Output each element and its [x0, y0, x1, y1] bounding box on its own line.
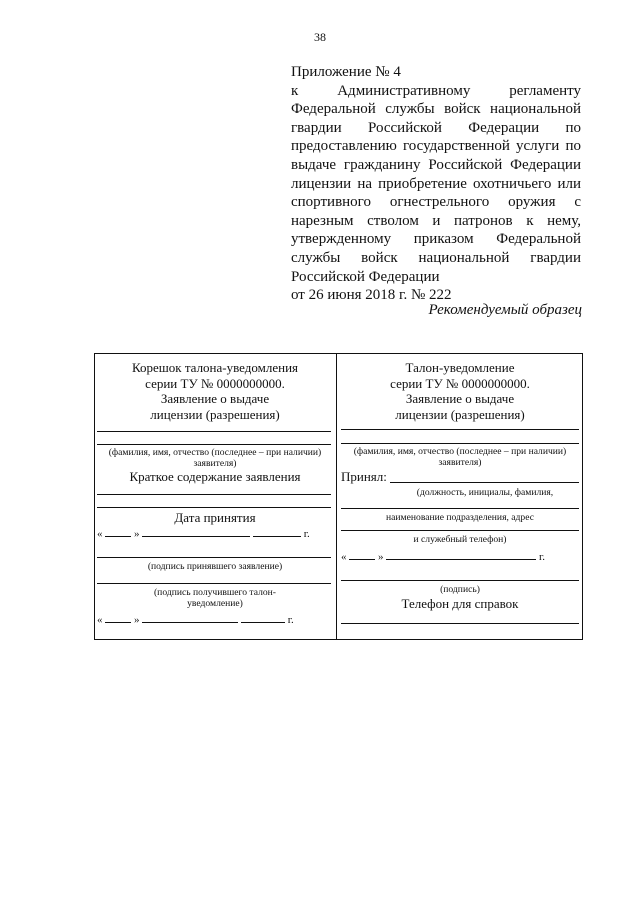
appendix-line: Федеральной службы войск национальной [291, 101, 581, 118]
stub-fio-caption: (фамилия, имя, отчество (последнее – при наличии) заявителя) [108, 447, 322, 469]
coupon-title-line: лицензии (разрешения) [395, 406, 525, 422]
year-suffix: г. [539, 551, 546, 563]
stub-title-line: Заявление о выдаче [160, 391, 270, 406]
coupon-signature-line [341, 580, 579, 581]
coupon-fio-caption: (фамилия, имя, отчество (последнее – при наличии) заявителя) [353, 446, 567, 468]
stub-title-line: лицензии (разрешения) [150, 406, 280, 422]
appendix-line: Российской Федерации [291, 268, 440, 285]
stub-title [96, 360, 334, 422]
year-suffix: г. [287, 614, 294, 626]
coupon-position-caption: (должность, инициалы, фамилия, [416, 487, 554, 498]
stub-line [97, 494, 331, 495]
stub-signature-line [97, 557, 331, 558]
appendix-line: спортивного огнестрельного оружия с [291, 194, 581, 211]
coupon-department-caption: наименование подразделения, адрес [386, 512, 534, 523]
day-blank[interactable] [105, 612, 131, 623]
stub-date-label: Дата принятия [174, 510, 256, 525]
month-blank[interactable] [386, 549, 536, 560]
appendix-line: гвардии Российской Федерации по [291, 119, 581, 136]
coupon-title [339, 360, 581, 422]
stub-date-row [97, 526, 310, 540]
coupon-line [341, 530, 579, 531]
appendix-line: выдаче гражданину Российской Федерации [291, 156, 581, 173]
stub-title-line: Корешок талона-уведомления [131, 360, 299, 375]
stub-line [97, 507, 331, 508]
quote-open: « [97, 528, 103, 540]
form-divider [336, 353, 337, 640]
page-number: 38 [314, 30, 326, 44]
stub-line [97, 444, 331, 445]
stub-receipt-date-row [97, 612, 294, 626]
coupon-signature-caption: (подпись) [440, 584, 480, 595]
coupon-title-line: Заявление о выдаче [405, 391, 515, 406]
year-suffix: г. [303, 528, 310, 540]
quote-open: « [341, 551, 347, 563]
coupon-date-row [341, 549, 545, 563]
stub-signature-line [97, 583, 331, 584]
day-blank[interactable] [105, 526, 131, 537]
coupon-phone-label: Телефон для справок [401, 596, 519, 611]
coupon-line [341, 429, 579, 430]
coupon-accepted-line[interactable] [390, 482, 579, 483]
stub-accepted-signature: (подпись принявшего заявление) [147, 561, 283, 572]
appendix-line: предоставлению государственной услуги по [291, 138, 581, 155]
year-blank[interactable] [253, 526, 301, 537]
appendix-line: службы войск национальной гвардии [291, 249, 581, 266]
day-blank[interactable] [349, 549, 375, 560]
month-blank[interactable] [142, 612, 238, 623]
appendix-block [291, 63, 581, 305]
appendix-line: к Административному регламенту [291, 82, 581, 99]
coupon-title-line: серии ТУ № 0000000000. [390, 375, 530, 391]
quote-open: « [97, 614, 103, 626]
quote-close: » [134, 528, 140, 540]
appendix-line: утвержденному приказом Федеральной [291, 231, 581, 248]
coupon-line [341, 508, 579, 509]
stub-receiver-signature: (подпись получившего талон-уведомление) [153, 587, 276, 609]
stub-title-line: серии ТУ № 0000000000. [145, 375, 285, 391]
appendix-line: Приложение № 4 [291, 64, 401, 80]
coupon-accepted-label: Принял: [341, 469, 387, 484]
coupon-line [341, 443, 579, 444]
stub-summary-label: Краткое содержание заявления [129, 469, 301, 484]
month-blank[interactable] [142, 526, 250, 537]
year-blank[interactable] [241, 612, 285, 623]
appendix-line: от 26 июня 2018 г. № 222 [291, 287, 452, 304]
quote-close: » [378, 551, 384, 563]
stub-line [97, 431, 331, 432]
coupon-title-line: Талон-уведомление [405, 360, 515, 375]
coupon-phone-caption: и служебный телефон) [413, 534, 507, 545]
quote-close: » [134, 614, 140, 626]
appendix-line: лицензии на приобретение охотничьего или [291, 175, 581, 192]
recommended-sample-label: Рекомендуемый образец [428, 302, 582, 318]
coupon-phone-line[interactable] [341, 623, 579, 624]
appendix-line: нарезным стволом и патронов к нему, [291, 212, 581, 229]
